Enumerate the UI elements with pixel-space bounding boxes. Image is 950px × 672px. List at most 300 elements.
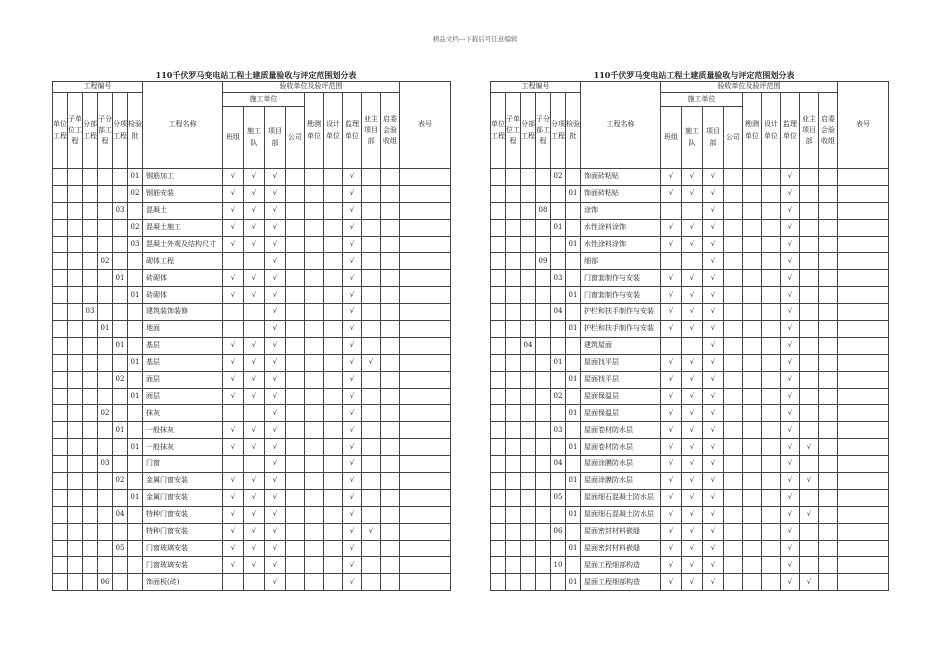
table-row [53,354,451,371]
check-cell [800,422,819,439]
check-cell: √ [265,523,286,540]
table-row [491,489,889,506]
code-cell: 02 [551,388,566,405]
code-cell [521,185,536,202]
check-cell: √ [343,540,362,557]
check-cell [724,304,743,321]
check-cell [286,371,305,388]
code-cell [53,185,68,202]
code-cell [113,456,128,473]
table-title-left: 110千伏罗马变电站工程土建质量验收与评定范围划分表 [155,70,357,80]
header-owner: 业主项目部 [362,93,381,169]
check-cell: √ [343,405,362,422]
check-cell: √ [682,557,703,574]
check-cell: √ [682,236,703,253]
check-cell: √ [265,388,286,405]
check-cell [682,337,703,354]
check-cell: √ [661,219,682,236]
header-design: 设计单位 [762,93,781,169]
check-cell: √ [703,321,724,338]
code-cell [113,489,128,506]
code-cell [68,422,83,439]
check-cell: √ [265,506,286,523]
check-cell [800,253,819,270]
check-cell [682,202,703,219]
check-cell: √ [265,253,286,270]
form-no-cell [838,371,889,388]
check-cell: √ [223,169,244,186]
code-cell [128,321,143,338]
table-row [53,185,451,202]
check-cell [800,540,819,557]
header-form-no: 表号 [400,82,451,169]
check-cell [244,304,265,321]
code-cell [506,202,521,219]
check-cell [743,489,762,506]
check-cell: √ [781,489,800,506]
check-cell: √ [343,574,362,591]
check-cell [819,456,838,473]
code-cell: 04 [551,304,566,321]
code-cell: 01 [98,321,113,338]
code-cell [536,456,551,473]
table-row [53,236,451,253]
code-cell [113,321,128,338]
check-cell: √ [781,304,800,321]
check-cell: √ [362,354,381,371]
check-cell: √ [343,371,362,388]
check-cell: √ [265,169,286,186]
check-cell: √ [343,236,362,253]
check-cell [324,388,343,405]
check-cell: √ [781,523,800,540]
division-table-left [52,81,451,591]
form-no-cell [400,557,451,574]
check-cell [324,574,343,591]
code-cell [128,337,143,354]
code-cell: 02 [113,473,128,490]
code-cell [98,540,113,557]
check-cell [800,371,819,388]
check-cell: √ [223,540,244,557]
check-cell: √ [244,337,265,354]
code-cell [491,219,506,236]
header-owner: 业主项目部 [800,93,819,169]
check-cell: √ [343,473,362,490]
check-cell: √ [781,219,800,236]
check-cell [362,270,381,287]
check-cell: √ [682,489,703,506]
check-cell [762,169,781,186]
table-row [53,169,451,186]
table-row [491,540,889,557]
table-row [53,304,451,321]
name-cell: 门窗玻璃安装 [143,557,223,574]
check-cell [305,321,324,338]
check-cell: √ [265,473,286,490]
code-cell [566,489,581,506]
check-cell [305,253,324,270]
check-cell [724,287,743,304]
check-cell [324,337,343,354]
code-cell [98,523,113,540]
code-cell [113,405,128,422]
name-cell: 屋面涂膜防水层 [581,456,661,473]
check-cell: √ [244,489,265,506]
check-cell [762,371,781,388]
check-cell [223,405,244,422]
form-no-cell [400,506,451,523]
check-cell: √ [703,489,724,506]
check-cell [362,489,381,506]
check-cell [244,574,265,591]
check-cell [305,489,324,506]
code-cell [566,219,581,236]
check-cell: √ [343,270,362,287]
check-cell [305,354,324,371]
form-no-cell [400,169,451,186]
name-cell: 屋面保温层 [581,388,661,405]
check-cell [286,439,305,456]
check-cell [743,337,762,354]
table-row [491,574,889,591]
check-cell [724,169,743,186]
check-cell [381,456,400,473]
check-cell: √ [781,388,800,405]
check-cell: √ [265,337,286,354]
header-div-eng: 分部工程 [83,93,98,169]
check-cell: √ [682,321,703,338]
check-cell [743,321,762,338]
table-row [491,169,889,186]
code-cell [521,253,536,270]
code-cell [491,236,506,253]
code-cell [68,540,83,557]
check-cell: √ [244,422,265,439]
check-cell [743,422,762,439]
check-cell [286,422,305,439]
check-cell [324,202,343,219]
form-no-cell [838,287,889,304]
check-cell [819,523,838,540]
check-cell [305,270,324,287]
code-cell [83,321,98,338]
check-cell [305,506,324,523]
name-cell: 基层 [143,337,223,354]
check-cell [324,371,343,388]
check-cell [286,388,305,405]
check-cell: √ [682,405,703,422]
code-cell [68,185,83,202]
code-cell [521,439,536,456]
check-cell: √ [682,422,703,439]
code-cell [566,523,581,540]
name-cell: 建筑屋面 [581,337,661,354]
code-cell [128,456,143,473]
check-cell [244,253,265,270]
check-cell: √ [661,523,682,540]
check-cell [743,270,762,287]
code-cell [68,574,83,591]
check-cell [819,321,838,338]
check-cell: √ [682,304,703,321]
division-table-right [490,81,889,591]
check-cell [743,388,762,405]
check-cell: √ [703,574,724,591]
form-no-cell [838,388,889,405]
check-cell [724,574,743,591]
name-cell: 金属门窗安装 [143,473,223,490]
check-cell [800,405,819,422]
check-cell: √ [265,185,286,202]
code-cell [113,236,128,253]
code-cell [128,473,143,490]
code-cell [83,540,98,557]
check-cell: √ [223,523,244,540]
check-cell: √ [682,473,703,490]
check-cell: √ [703,456,724,473]
code-cell [536,371,551,388]
check-cell: √ [244,388,265,405]
check-cell [762,456,781,473]
code-cell [98,202,113,219]
form-no-cell [838,439,889,456]
check-cell: √ [781,506,800,523]
check-cell [381,489,400,506]
code-cell [521,473,536,490]
check-cell [381,169,400,186]
check-cell [724,253,743,270]
code-cell: 06 [551,523,566,540]
code-cell [551,439,566,456]
table-row [53,574,451,591]
check-cell: √ [703,185,724,202]
check-cell [724,185,743,202]
check-cell [724,337,743,354]
code-cell [566,388,581,405]
name-cell: 屋面卷材防水层 [581,439,661,456]
check-cell [362,574,381,591]
code-cell [566,304,581,321]
check-cell: √ [223,270,244,287]
code-cell [113,253,128,270]
code-cell [521,422,536,439]
check-cell [324,489,343,506]
check-cell: √ [265,489,286,506]
check-cell [286,523,305,540]
check-cell [762,304,781,321]
check-cell: √ [244,169,265,186]
check-cell: √ [781,473,800,490]
check-cell [743,405,762,422]
code-cell [506,304,521,321]
code-cell [128,253,143,270]
code-cell [83,236,98,253]
check-cell [800,236,819,253]
code-cell [536,557,551,574]
table-row [53,540,451,557]
name-cell: 涂饰 [581,202,661,219]
code-cell [128,371,143,388]
code-cell [536,169,551,186]
check-cell [223,321,244,338]
code-cell [113,185,128,202]
check-cell [324,456,343,473]
code-cell [491,439,506,456]
check-cell: √ [265,439,286,456]
check-cell: √ [661,439,682,456]
table-row [53,202,451,219]
check-cell: √ [703,506,724,523]
code-cell [521,405,536,422]
code-cell [536,473,551,490]
header-crew: 施工队 [244,107,265,169]
check-cell: √ [223,337,244,354]
code-cell [536,185,551,202]
header-builder-group: 施工单位 [223,93,305,107]
check-cell [819,354,838,371]
table-row [491,422,889,439]
code-cell [491,169,506,186]
check-cell: √ [703,236,724,253]
code-cell [98,337,113,354]
name-cell: 屋面找平层 [581,354,661,371]
check-cell [800,169,819,186]
check-cell: √ [682,185,703,202]
code-cell [506,439,521,456]
check-cell [305,287,324,304]
name-cell: 混凝土施工 [143,219,223,236]
check-cell: √ [223,354,244,371]
code-cell [521,219,536,236]
form-no-cell [400,185,451,202]
code-cell [128,574,143,591]
code-cell [113,169,128,186]
code-cell [128,506,143,523]
table-row [491,523,889,540]
check-cell [305,405,324,422]
code-cell [491,253,506,270]
check-cell [724,456,743,473]
code-cell [551,287,566,304]
check-cell: √ [800,473,819,490]
code-cell [566,270,581,287]
code-cell [551,236,566,253]
check-cell [305,236,324,253]
code-cell [83,439,98,456]
check-cell: √ [223,489,244,506]
name-cell: 屋面细石混凝土防水层 [581,506,661,523]
check-cell: √ [244,506,265,523]
table-row [53,287,451,304]
table-row [53,253,451,270]
check-cell [324,287,343,304]
header-sub-unit-eng: 子单位工程 [68,93,83,169]
check-cell [324,473,343,490]
code-cell [128,557,143,574]
table-row [491,236,889,253]
code-cell: 03 [113,202,128,219]
check-cell [381,287,400,304]
check-cell [724,506,743,523]
code-cell [506,388,521,405]
code-cell: 01 [566,236,581,253]
form-no-cell [400,574,451,591]
code-cell [68,523,83,540]
code-cell [491,405,506,422]
check-cell: √ [265,371,286,388]
code-cell: 08 [536,202,551,219]
table-row [491,557,889,574]
table-row [491,185,889,202]
check-cell: √ [682,169,703,186]
check-cell [762,439,781,456]
code-cell [128,540,143,557]
table-row [53,473,451,490]
check-cell [743,540,762,557]
check-cell: √ [682,456,703,473]
code-cell [68,473,83,490]
check-cell [305,337,324,354]
name-cell: 门窗套制作与安装 [581,287,661,304]
code-cell [83,523,98,540]
code-cell [53,354,68,371]
code-cell [491,388,506,405]
code-cell [68,388,83,405]
check-cell [800,337,819,354]
code-cell: 01 [566,405,581,422]
check-cell: √ [661,371,682,388]
code-cell: 06 [98,574,113,591]
code-cell: 01 [128,354,143,371]
check-cell: √ [265,202,286,219]
check-cell [724,557,743,574]
header-builder-group: 施工单位 [661,93,743,107]
check-cell [724,236,743,253]
check-cell [381,557,400,574]
check-cell [362,169,381,186]
check-cell: √ [682,219,703,236]
check-cell [762,321,781,338]
check-cell: √ [703,388,724,405]
check-cell [381,185,400,202]
check-cell: √ [244,473,265,490]
check-cell: √ [244,354,265,371]
form-no-cell [400,354,451,371]
code-cell [53,506,68,523]
check-cell [819,185,838,202]
check-cell [286,405,305,422]
table-row [53,422,451,439]
code-cell: 03 [551,270,566,287]
code-cell: 01 [566,321,581,338]
code-cell [53,456,68,473]
code-cell [536,219,551,236]
check-cell [381,388,400,405]
code-cell: 02 [128,185,143,202]
check-cell: √ [661,574,682,591]
code-cell [506,405,521,422]
check-cell: √ [661,321,682,338]
check-cell: √ [244,540,265,557]
code-cell [491,557,506,574]
check-cell: √ [223,185,244,202]
check-cell: √ [343,253,362,270]
name-cell: 抹灰 [143,405,223,422]
name-cell: 护栏和扶手制作与安装 [581,304,661,321]
check-cell: √ [781,270,800,287]
header-item-eng: 分项工程 [551,93,566,169]
